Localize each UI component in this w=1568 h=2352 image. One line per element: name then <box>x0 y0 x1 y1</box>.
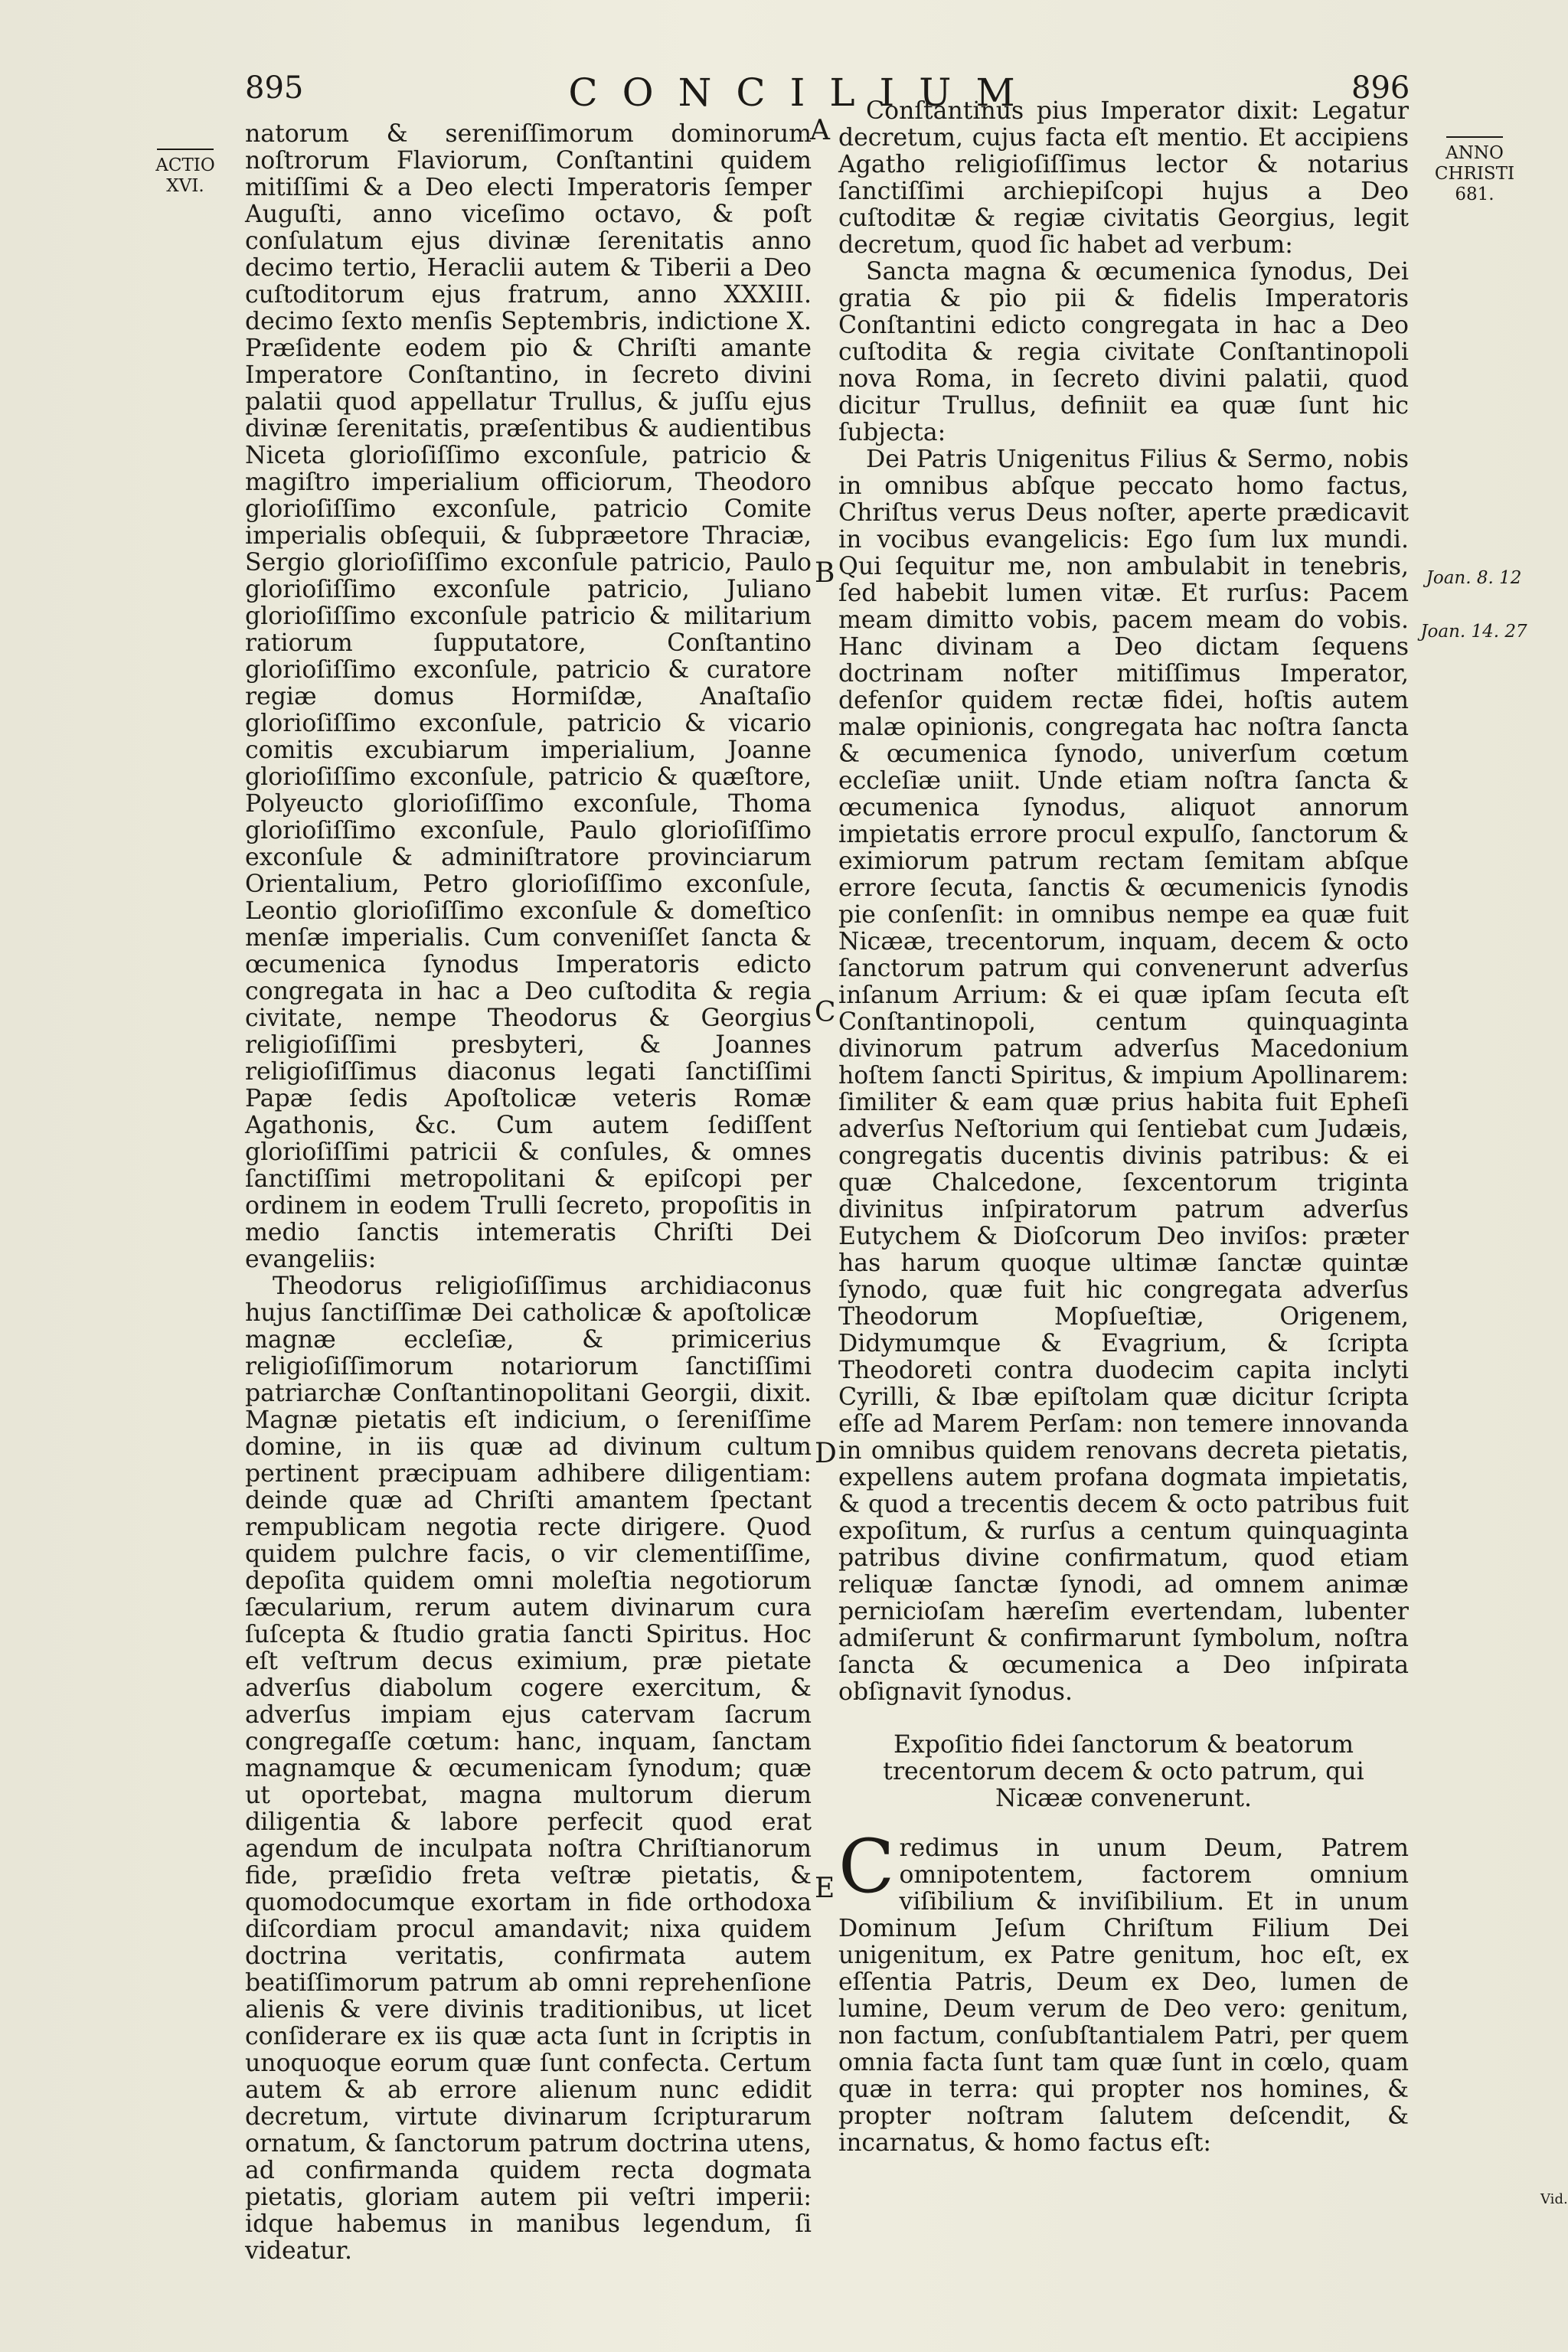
right-paragraph-3: Dei Patris Unigenitus Filius & Sermo, nobis in omnibus abſque peccato homo factus, Chriſtus verus Deus noſter, aperte prædicavit in vocibus evangelicis: Ego ſum lux mundi. Qui ſequitur me, non ambulabit in tenebris, ſed habebit lumen vitæ. Et rurſus: Pacem meam dimitto vobis, pacem meam do vobis. Hanc divinam a Deo dictam ſequens doctrinam noſter mitiſſimus Imperator, defenſor quidem rectæ fidei, hoſtis autem malæ opinionis, congregata hac noſtra ſancta & œcumenica ſynodo, univerſum cœtum eccleſiæ uniit. Unde etiam noſtra ſancta & œcumenica ſynodus, aliquot annorum impietatis errore procul expulſo, ſanctorum & eximiorum patrum rectam ſemitam abſque errore ſecuta, ſanctis & œcumenicis ſynodis pie conſenſit: in omnibus nempe ea quæ fuit Nicææ, trecentorum, inquam, decem & octo ſanctorum patrum qui convenerunt adverſus inſanum Arrium: & ei quæ ipſam ſecuta eſt Conſtantinopoli, centum quinquaginta divinorum patrum adverſus Macedonium hoſtem ſancti Spiritus, & impium Apollinarem: ſimiliter & eam quæ prius habita fuit Epheſi adverſus Neſtorium qui ſentiebat cum Judæis, congregatis ducentis divinis patribus: & ei quæ Chalcedone, ſexcentorum triginta divinitus inſpiratorum patrum adverſus Eutychem & Dioſcorum Deo inviſos: præter has harum quoque ultimæ ſanctæ quintæ ſynodo, quæ fuit hic congregata adverſus Theodorum Mopſueſtiæ, Origenem, Didymumque & Evagrium, & ſcripta Theodoreti contra duodecim capita inclyti Cyrilli, & Ibæ epiſtolam quæ dicitur ſcripta eſſe ad Marem Perſam: non temere innovanda in omnibus quidem renovans decreta pietatis, expellens autem profana dogmata impietatis, & quod a trecentis decem & octo patribus fuit expoſitum, & rurſus a centum quinquaginta patribus divine confirmatum, quod etiam reliquæ ſanctæ ſynodi, ad omnem animæ pernicioſam hæreſim evertendam, lubenter admiſerunt & confirmarunt ſymbolum, noſtra ſancta & œcumenica a Deo inſpirata obſignavit ſynodus. <box>838 446 1409 1706</box>
margin-anno-line2: CHRISTI <box>1434 164 1515 184</box>
margin-bottom-note: Vid. <box>1540 2191 1568 2207</box>
right-text-column <box>838 98 1409 2157</box>
section-letter-b: B <box>815 557 835 589</box>
margin-ref-1: Joan. 8. 12 <box>1426 568 1522 588</box>
section-letter-e: E <box>815 1873 835 1904</box>
margin-right-anno-label <box>1421 122 1528 205</box>
margin-left-acti-label <box>132 135 239 197</box>
left-text-column <box>245 121 812 2265</box>
margin-rule <box>157 149 214 150</box>
margin-rule <box>1446 136 1503 138</box>
creed-heading: Expoſitio fidei ſanctorum & beatorum trecentorum decem & octo patrum, qui Nicææ convenerunt. <box>883 1731 1364 1812</box>
right-paragraph-1: Conſtantinus pius Imperator dixit: Legatur decretum, cujus facta eſt mentio. Et accipiens Agatho religioſiſſimus lector & notarius ſanctiſſimi archiepiſcopi hujus a Deo cuſtoditæ & regiæ civitatis Georgius, legit decretum, quod ſic habet ad verbum: <box>838 97 1409 259</box>
page-number-right: 896 <box>1351 70 1410 106</box>
left-paragraph-1: natorum & sereniſſimorum dominorum noſtrorum Flaviorum, Conſtantini quidem mitiſſimi & a Deo electi Imperatoris ſemper Auguſti, anno viceſimo octavo, & poſt conſulatum ejus divinæ ſerenitatis anno decimo tertio, Heraclii autem & Tiberii a Deo cuſtoditorum ejus fratrum, anno XXXIII. decimo ſexto menſis Septembris, indictione X. Præſidente eodem pio & Chriſti amante Imperatore Conſtantino, in ſecreto divini palatii quod appellatur Trullus, & juſſu ejus divinæ ſerenitatis, præſentibus & audientibus Niceta glorioſiſſimo exconſule, patricio & magiſtro imperialium officiorum, Theodoro glorioſiſſimo exconſule, patricio Comite imperialis obſequii, & ſubpræetore Thraciæ, Sergio glorioſiſſimo exconſule patricio, Paulo glorioſiſſimo exconſule patricio, Juliano glorioſiſſimo exconſule patricio & militarium ratiorum ſupputatore, Conſtantino glorioſiſſimo exconſule, patricio & curatore regiæ domus Hormiſdæ, Anaſtaſio glorioſiſſimo exconſule, patricio & vicario comitis excubiarum imperialium, Joanne glorioſiſſimo exconſule, patricio & quæſtore, Polyeucto glorioſiſſimo exconſule, Thoma glorioſiſſimo exconſule, Paulo glorioſiſſimo exconſule & adminiſtratore provinciarum Orientalium, Petro glorioſiſſimo exconſule, Leontio glorioſiſſimo exconſule & domeſtico menſæ imperialis. Cum conveniſſet ſancta & œcumenica ſynodus Imperatoris edicto congregata in hac a Deo cuſtodita & regia civitate, nempe Theodorus & Georgius religioſiſſimi presbyteri, & Joannes religioſiſſimus diaconus legati ſanctiſſimi Papæ ſedis Apoſtolicæ veteris Romæ Agathonis, &c. Cum autem ſediſſent glorioſiſſimi patricii & conſules, & omnes ſanctiſſimi metropolitani & epiſcopi per ordinem in eodem Trulli ſecreto, propoſitis in medio ſanctis intemeratis Chriſti Dei evangeliis: <box>245 120 812 1273</box>
creed-text: Credimus in unum Deum, Patrem omnipotentem, factorem omnium viſibilium & inviſibilium. Et in unum Dominum Jeſum Chriſtum Filium Dei unigenitum, ex Patre genitum, hoc eſt, ex eſſentia Patris, Deum ex Deo, lumen de lumine, Deum verum de Deo vero: genitum, non factum, conſubſtantialem Patri, per quem omnia facta ſunt tam quæ ſunt in cœlo, quam quæ in terra: qui propter nos homines, & propter noſtram ſalutem deſcendit, & incarnatus, & homo factus eſt: <box>838 1824 1409 2157</box>
running-head: CONCILIUM <box>568 70 1040 115</box>
margin-acti-line2: XVI. <box>166 176 204 196</box>
margin-ref-2: Joan. 14. 27 <box>1420 622 1527 642</box>
section-letter-c: C <box>815 997 836 1028</box>
left-paragraph-2: Theodorus religioſiſſimus archidiaconus hujus ſanctiſſimæ Dei catholicæ & apoſtolicæ magnæ eccleſiæ, & primicerius religioſiſſimorum notariorum ſanctiſſimi patriarchæ Conſtantinopolitani Georgii, dixit. Magnæ pietatis eſt indicium, o ſereniſſime domine, in iis quæ ad divinum cultum pertinent præcipuam adhibere diligentiam: deinde quæ ad Chriſti amantem ſpectant rempublicam negotia recte dirigere. Quod quidem pulchre facis, o vir clementiſſime, depoſita quidem omni moleſtia negotiorum ſæcularium, rerum autem divinarum cura ſuſcepta & ſtudio gratia ſancti Spiritus. Hoc eſt veſtrum decus eximium, præ pietate adverſus diabolum cogere exercitum, & adverſus impiam ejus catervam ſacrum congregaſſe cœtum: hanc, inquam, ſanctam magnamque & œcumenicam ſynodum; quæ ut oportebat, magna multorum dierum diligentia & labore perfecit quod erat agendum de inculpata noſtra Chriſtianorum fide, præſidio freta veſtræ pietatis, & quomodocumque exortam in fide orthodoxa diſcordiam procul amandavit; nixa quidem doctrina veritatis, confirmata autem beatiſſimorum patrum ab omni reprehenſione alienis & vere divinis traditionibus, ut licet conſiderare ex iis quæ acta ſunt in ſcriptis in unoquoque eorum quæ ſunt confecta. Certum autem & ab errore alienum nunc edidit decretum, virtute divinarum ſcripturarum ornatum, & ſanctorum patrum doctrina utens, ad confirmanda quidem recta dogmata pietatis, gloriam autem pii veſtri imperii: idque habemus in manibus legendum, ſi videatur. <box>245 1272 812 2265</box>
page-number-left: 895 <box>245 70 304 106</box>
section-letter-d: D <box>815 1438 837 1469</box>
margin-anno-year: 681. <box>1455 185 1494 204</box>
margin-anno-line1: ANNO <box>1446 143 1504 163</box>
section-letter-a: A <box>810 115 830 146</box>
margin-acti-line1: ACTIO <box>155 155 215 175</box>
right-paragraph-2: Sancta magna & œcumenica ſynodus, Dei gratia & pio pii & fidelis Imperatoris Conſtantini edicto congregata in hac a Deo cuſtodita & regia civitate Conſtantinopoli nova Roma, in ſecreto divini palatii, quod dicitur Trullus, definiit ea quæ ſunt hic ſubjecta: <box>838 258 1409 446</box>
